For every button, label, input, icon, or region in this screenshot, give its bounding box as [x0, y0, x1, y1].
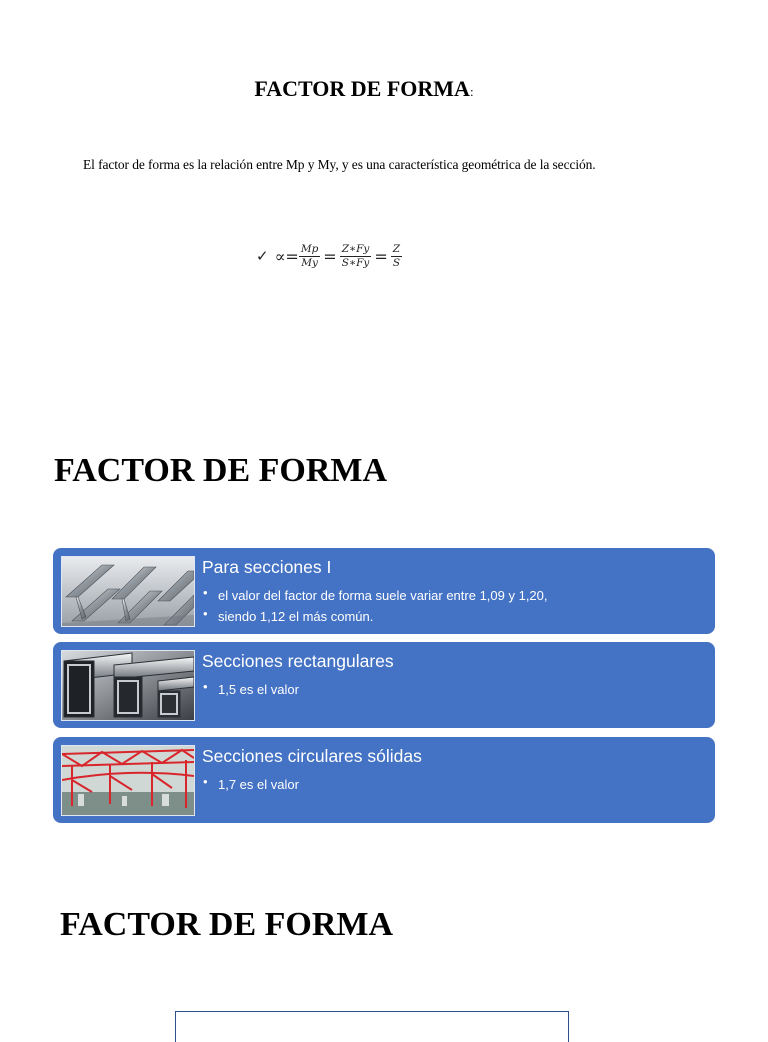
- fraction-zfy-sfy: [340, 243, 372, 270]
- title-colon: :: [469, 84, 474, 99]
- fraction-denominator: S∗Fy: [341, 256, 370, 269]
- card-bullet: • 1,7 es el valor: [202, 774, 299, 795]
- content-box: [175, 1011, 569, 1042]
- card-title: Secciones rectangulares: [202, 651, 394, 671]
- fraction-numerator: Z∗Fy: [341, 242, 370, 255]
- section-heading: FACTOR DE FORMA: [60, 906, 394, 943]
- card-title: Para secciones I: [202, 557, 332, 577]
- fraction-mp-my: [299, 243, 320, 270]
- rectangular-tubes-photo: [61, 650, 195, 721]
- i-beam-photo: [61, 556, 195, 627]
- equals-sign: =: [374, 246, 388, 266]
- card-bullet: • siendo 1,12 el más común.: [202, 606, 548, 627]
- intro-paragraph: El factor de forma es la relación entre Mp y My, y es una característica geométrica de la sección.: [83, 157, 596, 172]
- fraction-denominator: My: [301, 256, 318, 269]
- equals-sign: =: [323, 246, 337, 266]
- fraction-denominator: S: [392, 256, 401, 269]
- card-bullet: • el valor del factor de forma suele variar entre 1,09 y 1,20,: [202, 585, 548, 606]
- check-icon: ✓: [256, 247, 269, 265]
- fraction-z-s: [391, 243, 402, 270]
- fraction-numerator: Z: [392, 242, 401, 255]
- card-title: Secciones circulares sólidas: [202, 746, 422, 766]
- card-rectangular-sections: [53, 642, 715, 728]
- card-circular-sections: [53, 737, 715, 823]
- fraction-numerator: Mp: [300, 242, 319, 255]
- section-heading: FACTOR DE FORMA: [54, 452, 388, 489]
- card-bullet-list: [202, 585, 548, 627]
- card-bullet-list: [202, 774, 299, 795]
- alpha-symbol: ∝=: [274, 246, 299, 266]
- card-bullet-list: [202, 679, 299, 700]
- card-i-sections: [53, 548, 715, 634]
- red-steel-structure-photo: [61, 745, 195, 816]
- title-text: FACTOR DE FORMA: [254, 76, 470, 101]
- shape-factor-formula: [256, 236, 402, 276]
- card-bullet: • 1,5 es el valor: [202, 679, 299, 700]
- page-title: [0, 76, 728, 102]
